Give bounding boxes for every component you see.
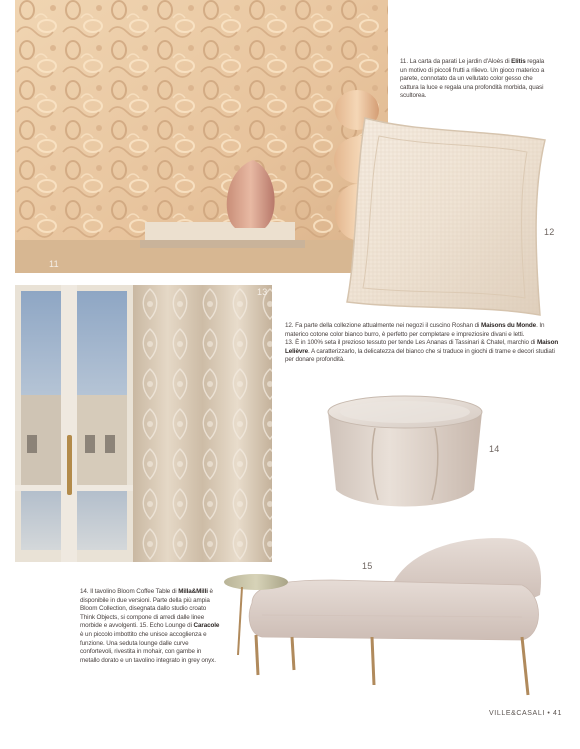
caption-14-text-b: è disponibile in due versioni. Parte della più ampia Bloom Collection, disegnata dallo studio croato Think Objects, si compone di arredi dalle linee morbide e avvolgenti. 15. Echo Lounge di [80,588,213,630]
coffee-table-illustration [320,390,490,520]
photo-number-14: 14 [489,444,500,454]
caption-12-text-a: 12. Fa parte della collezione attualmente nei negozi il cuscino Roshan di [285,322,481,329]
page-folio: VILLE&CASALI • 41 [489,710,562,717]
brand-maison-lelievre: Maison Lelièvre [285,339,559,355]
caption-11-text-a: 11. La carta da parati Le jardin d'Aloès di [400,58,512,65]
photo-number-12: 12 [544,227,555,237]
photo-number-11: 11 [49,259,59,269]
photo-wallpaper-elitis [15,0,388,273]
photo-number-13: 13 [257,287,268,297]
photo-curtain-les-ananas [15,285,272,562]
photo-cushion-roshan [335,110,555,330]
lounge-illustration [222,525,552,700]
window-curtain-illustration [15,285,272,562]
brand-maisons-du-monde: Maisons du Monde [480,322,537,329]
brand-caracole: Caracole [193,622,220,630]
caption-14-15 [80,588,220,665]
brand-milla-milli: Milla&Milli [178,588,208,595]
caption-11-text-b: regala un motivo di piccoli frutti a rilievo. Un gioco materico a parete, connotato da un vellutato color gesso che cattura la luce e regala una profondità morbida, quasi scultorea. [400,58,545,100]
brand-elitis: Elitis [511,58,526,65]
caption-13-text-b: . A caratterizzarlo, la delicatezza del bianco che si traduce in giochi di trame e decori studiati per donare profondità. [285,347,555,364]
photo-echo-lounge [222,525,552,700]
caption-11 [400,58,550,101]
photo-bloom-coffee-table [320,390,490,520]
caption-14-text-a: 14. Il tavolino Bloom Coffee Table di [80,588,179,595]
caption-13-text-a: 13. È in 100% seta il prezioso tessuto per tende Les Ananas di Tassinari & Chatel, marchio di [285,339,537,347]
photo-number-15: 15 [362,561,373,571]
caption-12-13 [285,322,560,365]
cushion-illustration [335,110,555,330]
caption-12-text-b: . In materico cotone color bianco burro, è perfetto per completare e impreziosire divani e letti. [285,322,545,338]
wallpaper-illustration [15,0,388,273]
caption-15-text: è un piccolo imbottito che unisce accoglienza e funzione. Una seduta lounge dalle curve confortevoli, rivestita in mohair, con gambe in metallo dorato e un tavolino integrato in grey onyx. [80,630,216,664]
